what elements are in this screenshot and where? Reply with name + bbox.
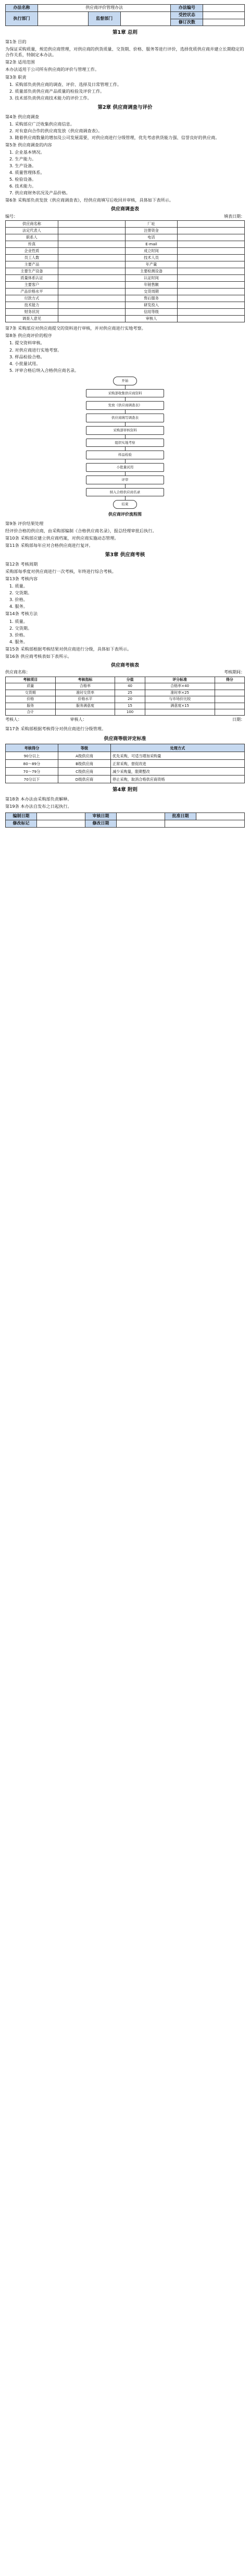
article-1-text: 为保证采购质量，规范供应商管理，对供应商的供货质量、交货期、价格、服务等进行评价，选择优质供应商并建立长期稳定的合作关系，特制定本办法。 bbox=[5, 46, 244, 58]
survey-field-value bbox=[178, 268, 245, 275]
article-14-item-3: 3. 价格。 bbox=[9, 632, 28, 637]
rating-row bbox=[6, 752, 245, 760]
survey-field-label: 技术人员 bbox=[125, 255, 178, 261]
survey-field-value bbox=[58, 275, 125, 282]
doc-name-value: 供应商评价管理办法 bbox=[38, 5, 171, 12]
modify-date-value bbox=[117, 820, 165, 828]
flow-step-node: 样品检验 bbox=[86, 451, 164, 459]
survey-row bbox=[6, 295, 245, 302]
flow-step-node: 采购部收集供应商资料 bbox=[86, 389, 164, 398]
survey-row bbox=[6, 241, 245, 248]
survey-field-value bbox=[178, 302, 245, 309]
survey-field-label: 认证时间 bbox=[125, 275, 178, 282]
article-18-text: 第18条 本办法由采购部负责解释。 bbox=[5, 796, 72, 802]
chapter-2-title: 第2章 供应商调查与评价 bbox=[97, 104, 153, 110]
survey-field-value bbox=[178, 248, 245, 255]
article-4-item-3: 3. 随着供应商数量的增加及公司发展需要，对供应商进行分级管理，优先考虑供货能力强、信誉良好的供应商。 bbox=[9, 134, 220, 140]
chapter-3-title: 第3章 供应商考核 bbox=[105, 552, 145, 558]
eval-form-title: 供应商考核表 bbox=[110, 662, 139, 668]
survey-field-label: 技术能力 bbox=[6, 302, 58, 309]
eval-cell: 服务 bbox=[6, 703, 56, 709]
article-5-item-1: 1. 企业基本情况。 bbox=[9, 149, 45, 155]
survey-field-value bbox=[58, 241, 125, 248]
flow-arrow bbox=[125, 484, 126, 488]
survey-field-value bbox=[58, 302, 125, 309]
flowchart-caption: 供应商评价流程图 bbox=[108, 512, 142, 517]
article-3-item-3: 3. 技术部负责供应商技术能力的评价工作。 bbox=[9, 95, 92, 101]
exec-dept-label: 执行部门 bbox=[6, 11, 38, 26]
survey-row bbox=[6, 275, 245, 282]
survey-row bbox=[6, 268, 245, 275]
modify-date-label: 修改日期 bbox=[85, 820, 117, 828]
rating-row bbox=[6, 760, 245, 768]
review-label: 审核日期 bbox=[85, 813, 117, 820]
rating-cell: 80～89分 bbox=[6, 760, 58, 768]
rating-cell: 停止采购，取消合格供应商资格 bbox=[110, 776, 244, 783]
survey-field-label: 电话 bbox=[125, 234, 178, 241]
flow-arrow bbox=[125, 472, 126, 476]
eval-row bbox=[6, 709, 245, 716]
survey-field-value bbox=[58, 282, 125, 289]
eval-cell: 合格率 bbox=[55, 683, 115, 690]
article-4-item-1: 1. 采购部应广泛收集供应商信息。 bbox=[9, 121, 75, 127]
rating-header-row bbox=[6, 744, 245, 752]
article-13-heading: 第13条 考核内容 bbox=[5, 576, 38, 582]
rating-column-header: 等级 bbox=[58, 744, 110, 752]
eval-period-label: 考核期间： bbox=[224, 670, 245, 675]
survey-field-label: 年产量 bbox=[125, 261, 178, 268]
survey-row bbox=[6, 221, 245, 228]
eval-column-header: 考核指标 bbox=[55, 677, 115, 683]
survey-row bbox=[6, 261, 245, 268]
eval-cell: 服务满意度 bbox=[55, 703, 115, 709]
survey-field-value bbox=[58, 268, 125, 275]
eval-cell: 准时率×25 bbox=[145, 690, 215, 696]
eval-cell: 质量 bbox=[6, 683, 56, 690]
article-14-heading: 第14条 考核方法 bbox=[5, 611, 38, 617]
eval-cell: 合计 bbox=[6, 709, 56, 716]
survey-field-value bbox=[58, 248, 125, 255]
survey-field-label: 成立时间 bbox=[125, 248, 178, 255]
flow-arrow bbox=[125, 422, 126, 426]
eval-cell bbox=[215, 683, 244, 690]
eval-row bbox=[6, 696, 245, 703]
eval-form-signature bbox=[5, 717, 245, 723]
author-value bbox=[37, 813, 85, 820]
modify-value bbox=[37, 820, 85, 828]
survey-field-value bbox=[178, 255, 245, 261]
article-5-heading: 第5条 供应商调查的内容 bbox=[5, 142, 52, 147]
survey-field-value bbox=[58, 309, 125, 316]
survey-field-value bbox=[58, 221, 125, 228]
survey-form-table bbox=[5, 220, 245, 322]
version-label: 受控状态 bbox=[171, 11, 203, 19]
survey-row bbox=[6, 255, 245, 261]
supervise-dept-label: 监督部门 bbox=[88, 11, 120, 26]
eval-cell: 准时交货率 bbox=[55, 690, 115, 696]
survey-row bbox=[6, 302, 245, 309]
eval-cell bbox=[145, 709, 215, 716]
doc-no-value bbox=[203, 5, 245, 12]
eval-evaluator-label: 考核人： bbox=[5, 717, 22, 722]
footer-table bbox=[5, 812, 245, 828]
revise-label: 修订次数 bbox=[171, 19, 203, 26]
survey-field-label: E-mail bbox=[125, 241, 178, 248]
article-14-item-2: 2. 交货期。 bbox=[9, 625, 32, 631]
article-13-item-2: 2. 交货期。 bbox=[9, 590, 32, 596]
footer-extra bbox=[165, 820, 245, 828]
survey-field-value bbox=[58, 234, 125, 241]
eval-cell: 合格率×40 bbox=[145, 683, 215, 690]
doc-name-label: 办法名称 bbox=[6, 5, 38, 12]
article-16-text: 第16条 供应商考核表如下表所示。 bbox=[5, 653, 72, 659]
flow-step-node: 评审 bbox=[86, 476, 164, 484]
eval-header-row bbox=[6, 677, 245, 683]
flow-step-node: 小批量试用 bbox=[86, 463, 164, 472]
survey-field-label: 厂址 bbox=[125, 221, 178, 228]
survey-field-label: 审核人 bbox=[125, 316, 178, 322]
survey-field-label: 企业性质 bbox=[6, 248, 58, 255]
survey-field-value bbox=[178, 282, 245, 289]
eval-row bbox=[6, 703, 245, 709]
survey-field-label: 联系人 bbox=[6, 234, 58, 241]
version-value bbox=[203, 11, 245, 19]
supervise-dept-value bbox=[120, 11, 171, 26]
survey-field-label: 付款方式 bbox=[6, 295, 58, 302]
survey-row bbox=[6, 228, 245, 234]
survey-field-value bbox=[58, 261, 125, 268]
survey-field-label: 注册资金 bbox=[125, 228, 178, 234]
rating-row bbox=[6, 768, 245, 776]
rating-cell: 70分以下 bbox=[6, 776, 58, 783]
eval-cell bbox=[215, 703, 244, 709]
eval-column-header: 分值 bbox=[115, 677, 145, 683]
article-13-item-3: 3. 价格。 bbox=[9, 597, 28, 603]
eval-cell: 100 bbox=[115, 709, 145, 716]
article-3-item-1: 1. 采购部负责供应商的调查、评价、选择及日常管理工作。 bbox=[9, 81, 122, 87]
article-4-item-2: 2. 对有意向合作的供应商发放《供应商调查表》。 bbox=[9, 128, 103, 133]
survey-field-label: 研发投入 bbox=[125, 302, 178, 309]
survey-field-value bbox=[178, 261, 245, 268]
rating-cell: C级供应商 bbox=[58, 768, 110, 776]
rating-table-title: 供应商等级评定标准 bbox=[104, 736, 146, 742]
chapter-4-title: 第4章 附则 bbox=[113, 787, 138, 793]
survey-field-label: 售后服务 bbox=[125, 295, 178, 302]
article-15-text: 第15条 采购部根据考核结果对供应商进行分级，具体如下表所示。 bbox=[5, 646, 132, 652]
flow-step-node: 供应商填写调查表 bbox=[86, 414, 164, 422]
survey-row bbox=[6, 248, 245, 255]
survey-field-label: 财务状况 bbox=[6, 309, 58, 316]
survey-field-value bbox=[178, 221, 245, 228]
flow-arrow bbox=[125, 447, 126, 451]
survey-field-value bbox=[58, 228, 125, 234]
rating-cell: D级供应商 bbox=[58, 776, 110, 783]
eval-date-label: 日期： bbox=[232, 717, 245, 722]
evaluation-flowchart bbox=[60, 377, 190, 509]
article-5-item-7: 7. 供应商财务状况及产品价格。 bbox=[9, 190, 70, 196]
survey-field-label: 主要检测设备 bbox=[125, 268, 178, 275]
article-17-text: 第17条 采购部根据考核得分对供应商进行分级管理。 bbox=[5, 726, 106, 732]
flow-arrow bbox=[125, 435, 126, 439]
survey-field-value bbox=[178, 309, 245, 316]
rating-cell: 70～79分 bbox=[6, 768, 58, 776]
approve-value bbox=[196, 813, 245, 820]
survey-field-label: 产品价格水平 bbox=[6, 289, 58, 295]
survey-field-label: 法定代表人 bbox=[6, 228, 58, 234]
article-19-text: 第19条 本办法自发布之日起执行。 bbox=[5, 804, 72, 809]
survey-row bbox=[6, 309, 245, 316]
article-4-heading: 第4条 供应商调查 bbox=[5, 114, 40, 119]
survey-field-label: 信用等级 bbox=[125, 309, 178, 316]
survey-field-value bbox=[58, 295, 125, 302]
article-9-heading: 第9条 评价结果处理 bbox=[5, 520, 44, 526]
article-1-heading: 第1条 目的 bbox=[5, 39, 27, 45]
article-10-text: 第10条 采购部应建立供应商档案，对供应商实施动态管理。 bbox=[5, 535, 119, 541]
survey-field-value bbox=[178, 275, 245, 282]
rating-cell: 90分以上 bbox=[6, 752, 58, 760]
rating-cell: B级供应商 bbox=[58, 760, 110, 768]
survey-field-value bbox=[178, 295, 245, 302]
rating-column-header: 考核得分 bbox=[6, 744, 58, 752]
survey-field-value bbox=[58, 255, 125, 261]
article-8-item-5: 5. 评审合格后纳入合格供应商名录。 bbox=[9, 367, 79, 373]
survey-form-date-label: 填表日期： bbox=[224, 214, 245, 219]
survey-form-no-label: 编号： bbox=[5, 214, 18, 219]
article-8-item-3: 3. 样品检验合格。 bbox=[9, 354, 45, 359]
eval-column-header: 考核项目 bbox=[6, 677, 56, 683]
article-8-heading: 第8条 供应商评价的程序 bbox=[5, 333, 52, 339]
survey-form-title: 供应商调查表 bbox=[110, 207, 139, 212]
survey-field-label: 员工人数 bbox=[6, 255, 58, 261]
survey-field-label: 供应商名称 bbox=[6, 221, 58, 228]
survey-field-value bbox=[178, 241, 245, 248]
survey-field-label: 主要客户 bbox=[6, 282, 58, 289]
article-9-text: 经评价合格的供应商，由采购部编制《合格供应商名录》，报总经理审批后执行。 bbox=[5, 528, 157, 534]
rating-cell: 正常采购，督促改进 bbox=[110, 760, 244, 768]
article-14-item-4: 4. 服务。 bbox=[9, 639, 28, 644]
eval-column-header: 评分标准 bbox=[145, 677, 215, 683]
doc-no-label: 办法编号 bbox=[171, 5, 203, 12]
flow-start-node: 开始 bbox=[113, 377, 137, 385]
article-8-item-2: 2. 对供应商进行实地考察。 bbox=[9, 347, 62, 353]
revise-value bbox=[203, 19, 245, 26]
survey-row bbox=[6, 316, 245, 322]
flow-arrow bbox=[125, 496, 126, 500]
article-5-item-3: 3. 生产设备。 bbox=[9, 163, 36, 169]
eval-cell: 15 bbox=[115, 703, 145, 709]
eval-cell: 25 bbox=[115, 690, 145, 696]
flow-end-node: 结束 bbox=[113, 500, 137, 509]
flow-step-node: 组织实地考察 bbox=[86, 439, 164, 447]
review-value bbox=[117, 813, 165, 820]
eval-row bbox=[6, 690, 245, 696]
survey-field-label: 主要生产设备 bbox=[6, 268, 58, 275]
survey-field-value bbox=[178, 316, 245, 322]
flow-step-node: 采购部审核资料 bbox=[86, 426, 164, 435]
eval-column-header: 得分 bbox=[215, 677, 244, 683]
article-12-heading: 第12条 考核周期 bbox=[5, 561, 38, 567]
article-7-text: 第7条 采购部应对供应商提交的资料进行审核，并对供应商进行实地考察。 bbox=[5, 326, 146, 331]
survey-field-label: 年销售额 bbox=[125, 282, 178, 289]
eval-row bbox=[6, 683, 245, 690]
article-13-item-1: 1. 质量。 bbox=[9, 583, 28, 589]
survey-field-value bbox=[178, 228, 245, 234]
survey-field-value bbox=[58, 289, 125, 295]
modify-label: 修改标记 bbox=[6, 820, 37, 828]
survey-field-label: 质量体系认证 bbox=[6, 275, 58, 282]
article-3-item-2: 2. 质量部负责供应商产品质量的检验及评价工作。 bbox=[9, 88, 105, 94]
article-2-text: 本办法适用于公司所有供应商的评价与管理工作。 bbox=[5, 67, 99, 72]
survey-row bbox=[6, 234, 245, 241]
article-6-text: 第6条 采购部负责发放《供应商调查表》，经供应商填写后收回并审核，具体如下表所示。 bbox=[5, 197, 174, 203]
eval-form-table bbox=[5, 677, 245, 716]
survey-form-number bbox=[5, 214, 245, 220]
rating-table bbox=[5, 744, 245, 783]
exec-dept-value bbox=[38, 11, 89, 26]
eval-reviewer-label: 审核人： bbox=[70, 717, 87, 722]
article-5-item-4: 4. 质量管理体系。 bbox=[9, 170, 45, 176]
flow-arrow bbox=[125, 410, 126, 414]
survey-field-value bbox=[58, 316, 125, 322]
survey-field-label: 调查人意见 bbox=[6, 316, 58, 322]
article-5-item-2: 2. 生产能力。 bbox=[9, 156, 36, 161]
flow-step-node: 纳入合格供应商名录 bbox=[86, 488, 164, 497]
flow-arrow bbox=[125, 385, 126, 389]
survey-field-value bbox=[178, 289, 245, 295]
eval-cell: 20 bbox=[115, 696, 145, 703]
survey-field-label: 主要产品 bbox=[6, 261, 58, 268]
eval-cell: 与市场价比较 bbox=[145, 696, 215, 703]
article-11-text: 第11条 采购部每年应对合格供应商进行复评。 bbox=[5, 543, 93, 548]
eval-cell bbox=[215, 696, 244, 703]
header-table bbox=[5, 4, 245, 26]
approve-label: 批准日期 bbox=[165, 813, 196, 820]
flow-step-node: 发放《供应商调查表》 bbox=[86, 401, 164, 410]
survey-row bbox=[6, 289, 245, 295]
article-13-item-4: 4. 服务。 bbox=[9, 604, 28, 609]
article-5-item-6: 6. 技术能力。 bbox=[9, 183, 36, 189]
eval-supplier-label: 供应商名称： bbox=[5, 670, 30, 675]
eval-cell: 价格水平 bbox=[55, 696, 115, 703]
chapter-1-title: 第1章 总则 bbox=[113, 30, 138, 36]
rating-cell: 优先采购，可适当增加采购量 bbox=[110, 752, 244, 760]
eval-cell: 满意度×15 bbox=[145, 703, 215, 709]
article-14-item-1: 1. 质量。 bbox=[9, 618, 28, 624]
rating-cell: A级供应商 bbox=[58, 752, 110, 760]
article-3-heading: 第3条 职责 bbox=[5, 74, 27, 80]
eval-cell: 价格 bbox=[6, 696, 56, 703]
survey-field-label: 传真 bbox=[6, 241, 58, 248]
document-page bbox=[0, 0, 250, 832]
flow-arrow bbox=[125, 459, 126, 463]
survey-field-label: 交货周期 bbox=[125, 289, 178, 295]
article-12-text: 采购部每季度对供应商进行一次考核，年终进行综合考核。 bbox=[5, 569, 116, 574]
rating-cell: 减少采购量，限期整改 bbox=[110, 768, 244, 776]
author-label: 编制日期 bbox=[6, 813, 37, 820]
eval-cell bbox=[55, 709, 115, 716]
article-5-item-5: 5. 检验设备。 bbox=[9, 177, 36, 182]
article-8-item-4: 4. 小批量试用。 bbox=[9, 360, 41, 366]
eval-cell: 40 bbox=[115, 683, 145, 690]
eval-cell bbox=[215, 690, 244, 696]
rating-row bbox=[6, 776, 245, 783]
eval-form-meta bbox=[5, 670, 245, 676]
article-2-heading: 第2条 适用范围 bbox=[5, 59, 35, 65]
eval-cell bbox=[215, 709, 244, 716]
eval-cell: 交货期 bbox=[6, 690, 56, 696]
survey-row bbox=[6, 282, 245, 289]
survey-field-value bbox=[178, 234, 245, 241]
rating-column-header: 处理方式 bbox=[110, 744, 244, 752]
article-8-item-1: 1. 提交资料审核。 bbox=[9, 340, 45, 346]
flow-arrow bbox=[125, 397, 126, 401]
